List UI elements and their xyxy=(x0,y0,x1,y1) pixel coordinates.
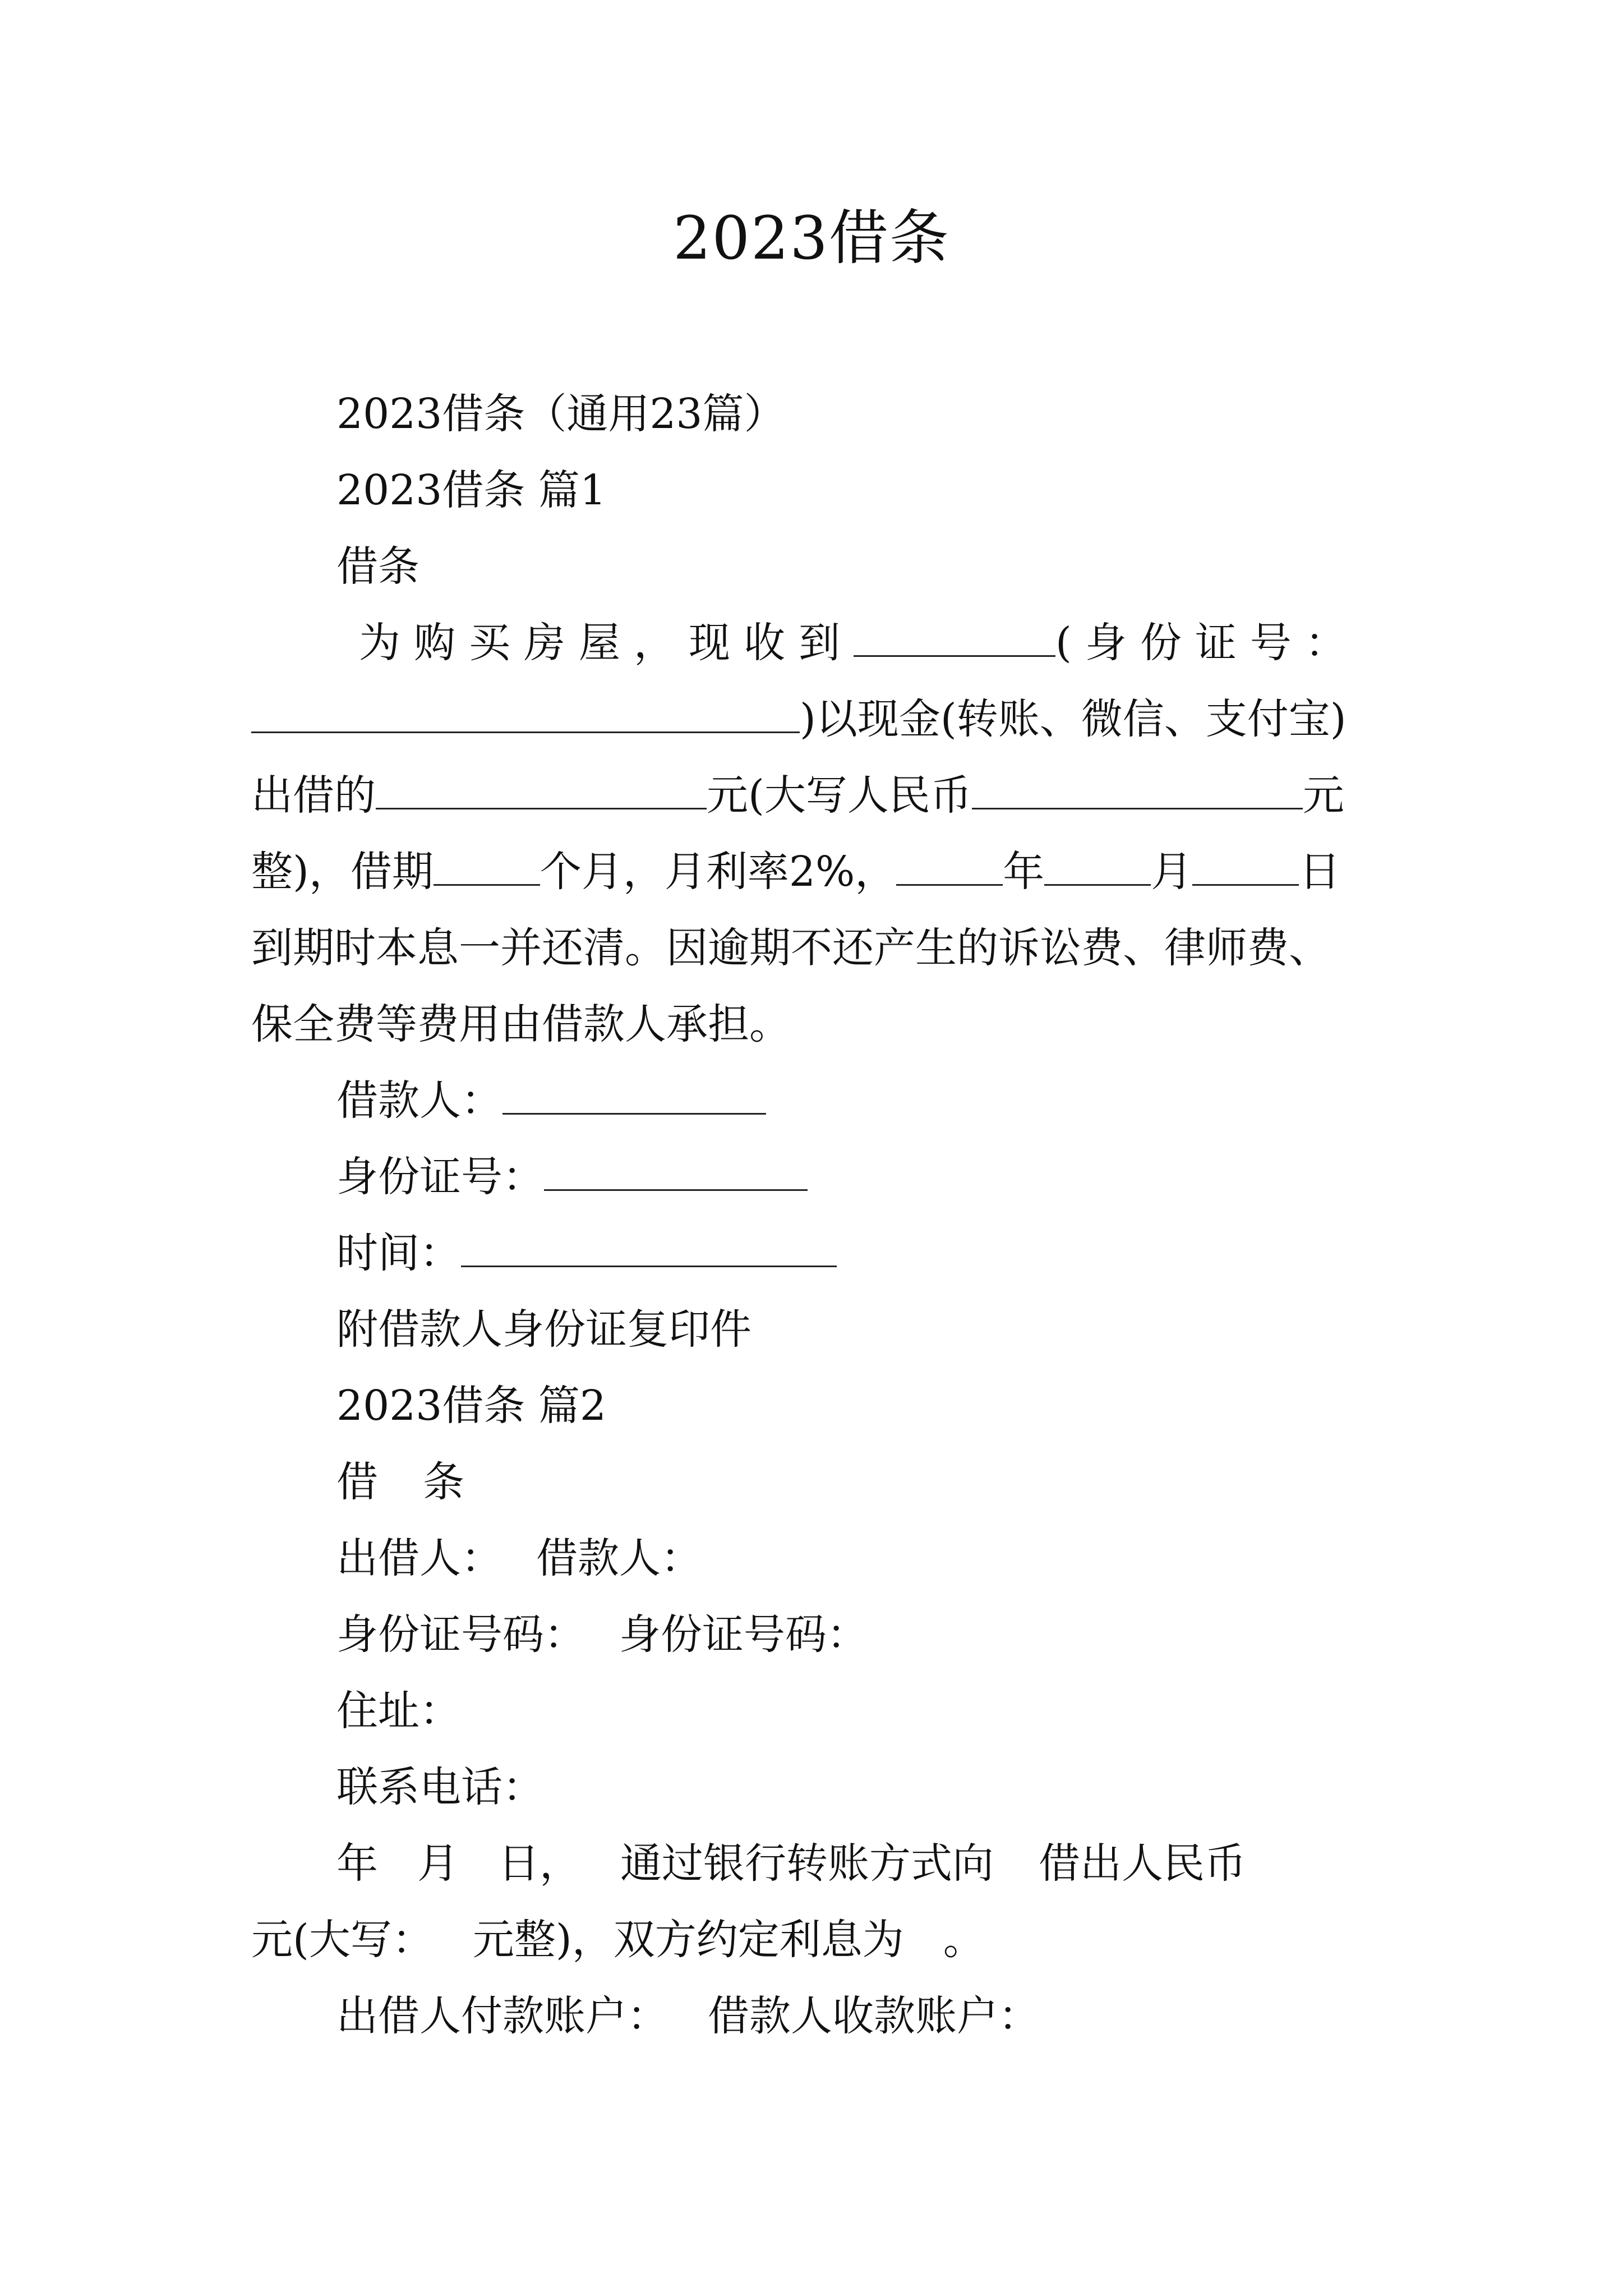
borrower-label: 借款人： xyxy=(336,1076,502,1125)
part2-label xyxy=(336,1455,464,1509)
period-mark: 。 xyxy=(943,1916,985,1964)
parties-line xyxy=(336,1531,702,1585)
part2-paragraph-line-1 xyxy=(336,1837,1246,1890)
part2-label-char-1: 借 xyxy=(336,1458,378,1506)
attachment-note: 附借款人身份证复印件 xyxy=(336,1305,751,1354)
phone-label: 联系电话： xyxy=(336,1763,544,1811)
interest-agreement-text: 元整)，双方约定利息为 xyxy=(472,1916,904,1964)
term-label: 整)，借期 xyxy=(251,848,434,896)
subtitle: 2023借条（通用23篇） xyxy=(336,390,786,438)
borrower-blank[interactable] xyxy=(502,1080,766,1115)
yuan-text: 元 xyxy=(1302,771,1344,820)
borrower-line xyxy=(336,1074,766,1128)
id-number-field-label: 身份证号： xyxy=(336,1153,544,1201)
accounts-line xyxy=(336,1989,1040,2043)
part2-label-char-2: 条 xyxy=(423,1458,464,1506)
lend-text: 借出人民币 xyxy=(1039,1839,1246,1888)
borrower-id-label: 身份证号码： xyxy=(619,1611,868,1659)
year-label: 年 xyxy=(336,1839,378,1888)
part1-paragraph-line-6: 保全费等费用由借款人承担。 xyxy=(251,1000,791,1048)
purpose-text: 为购买房屋，现收到 xyxy=(359,619,854,667)
due-day-blank[interactable] xyxy=(1192,852,1299,886)
lender-label: 出借人： xyxy=(336,1534,502,1582)
part1-paragraph-line-2 xyxy=(251,692,1347,746)
amount-uppercase-label: 元(大写人民币 xyxy=(707,771,972,820)
document-title: 2023借条 xyxy=(673,204,950,273)
day-label: 日， xyxy=(498,1839,581,1888)
lender-name-blank[interactable] xyxy=(854,623,1055,657)
lender-id-label: 身份证号码： xyxy=(336,1611,585,1659)
part2-heading: 2023借条 篇2 xyxy=(336,1382,606,1430)
amount-blank[interactable] xyxy=(376,775,707,809)
id-number-label: (身份证号： xyxy=(1055,619,1360,667)
time-blank[interactable] xyxy=(461,1233,837,1267)
part1-paragraph-line-3 xyxy=(251,769,1344,822)
part2-paragraph-line-2 xyxy=(251,1913,985,1967)
time-line xyxy=(336,1226,837,1280)
part1-heading: 2023借条 篇1 xyxy=(336,466,606,514)
due-month-blank[interactable] xyxy=(1044,852,1151,886)
term-months-blank[interactable] xyxy=(434,852,540,886)
part1-paragraph-line-4 xyxy=(251,845,1340,899)
day-text: 日 xyxy=(1299,848,1341,896)
interest-rate-text: 个月，月利率2%， xyxy=(540,848,897,896)
id-number-line xyxy=(336,1150,808,1204)
transfer-text: 通过银行转账方式向 xyxy=(620,1839,994,1888)
payment-method-text: )以现金(转账、微信、支付宝) xyxy=(800,695,1347,743)
part1-paragraph-line-1 xyxy=(359,616,1360,670)
due-year-blank[interactable] xyxy=(896,852,1003,886)
borrower-account-label: 借款人收款账户： xyxy=(708,1992,1040,2040)
part1-label: 借条 xyxy=(336,542,419,591)
amount-uppercase-blank[interactable] xyxy=(972,775,1303,809)
lender-account-label: 出借人付款账户： xyxy=(336,1992,668,2040)
year-text: 年 xyxy=(1003,848,1045,896)
lender-id-blank[interactable] xyxy=(251,699,800,733)
borrower-id-blank[interactable] xyxy=(544,1157,808,1191)
address-label: 住址： xyxy=(336,1687,461,1735)
time-label: 时间： xyxy=(336,1229,461,1277)
month-label: 月 xyxy=(417,1839,459,1888)
month-text: 月 xyxy=(1151,848,1193,896)
part2-borrower-label: 借款人： xyxy=(536,1534,702,1582)
part1-paragraph-line-5: 到期时本息一并还清。因逾期不还产生的诉讼费、律师费、 xyxy=(251,924,1330,972)
id-numbers-line xyxy=(336,1608,868,1662)
amount-uppercase-text: 元(大写： xyxy=(251,1916,434,1964)
lent-text: 出借的 xyxy=(251,771,376,820)
